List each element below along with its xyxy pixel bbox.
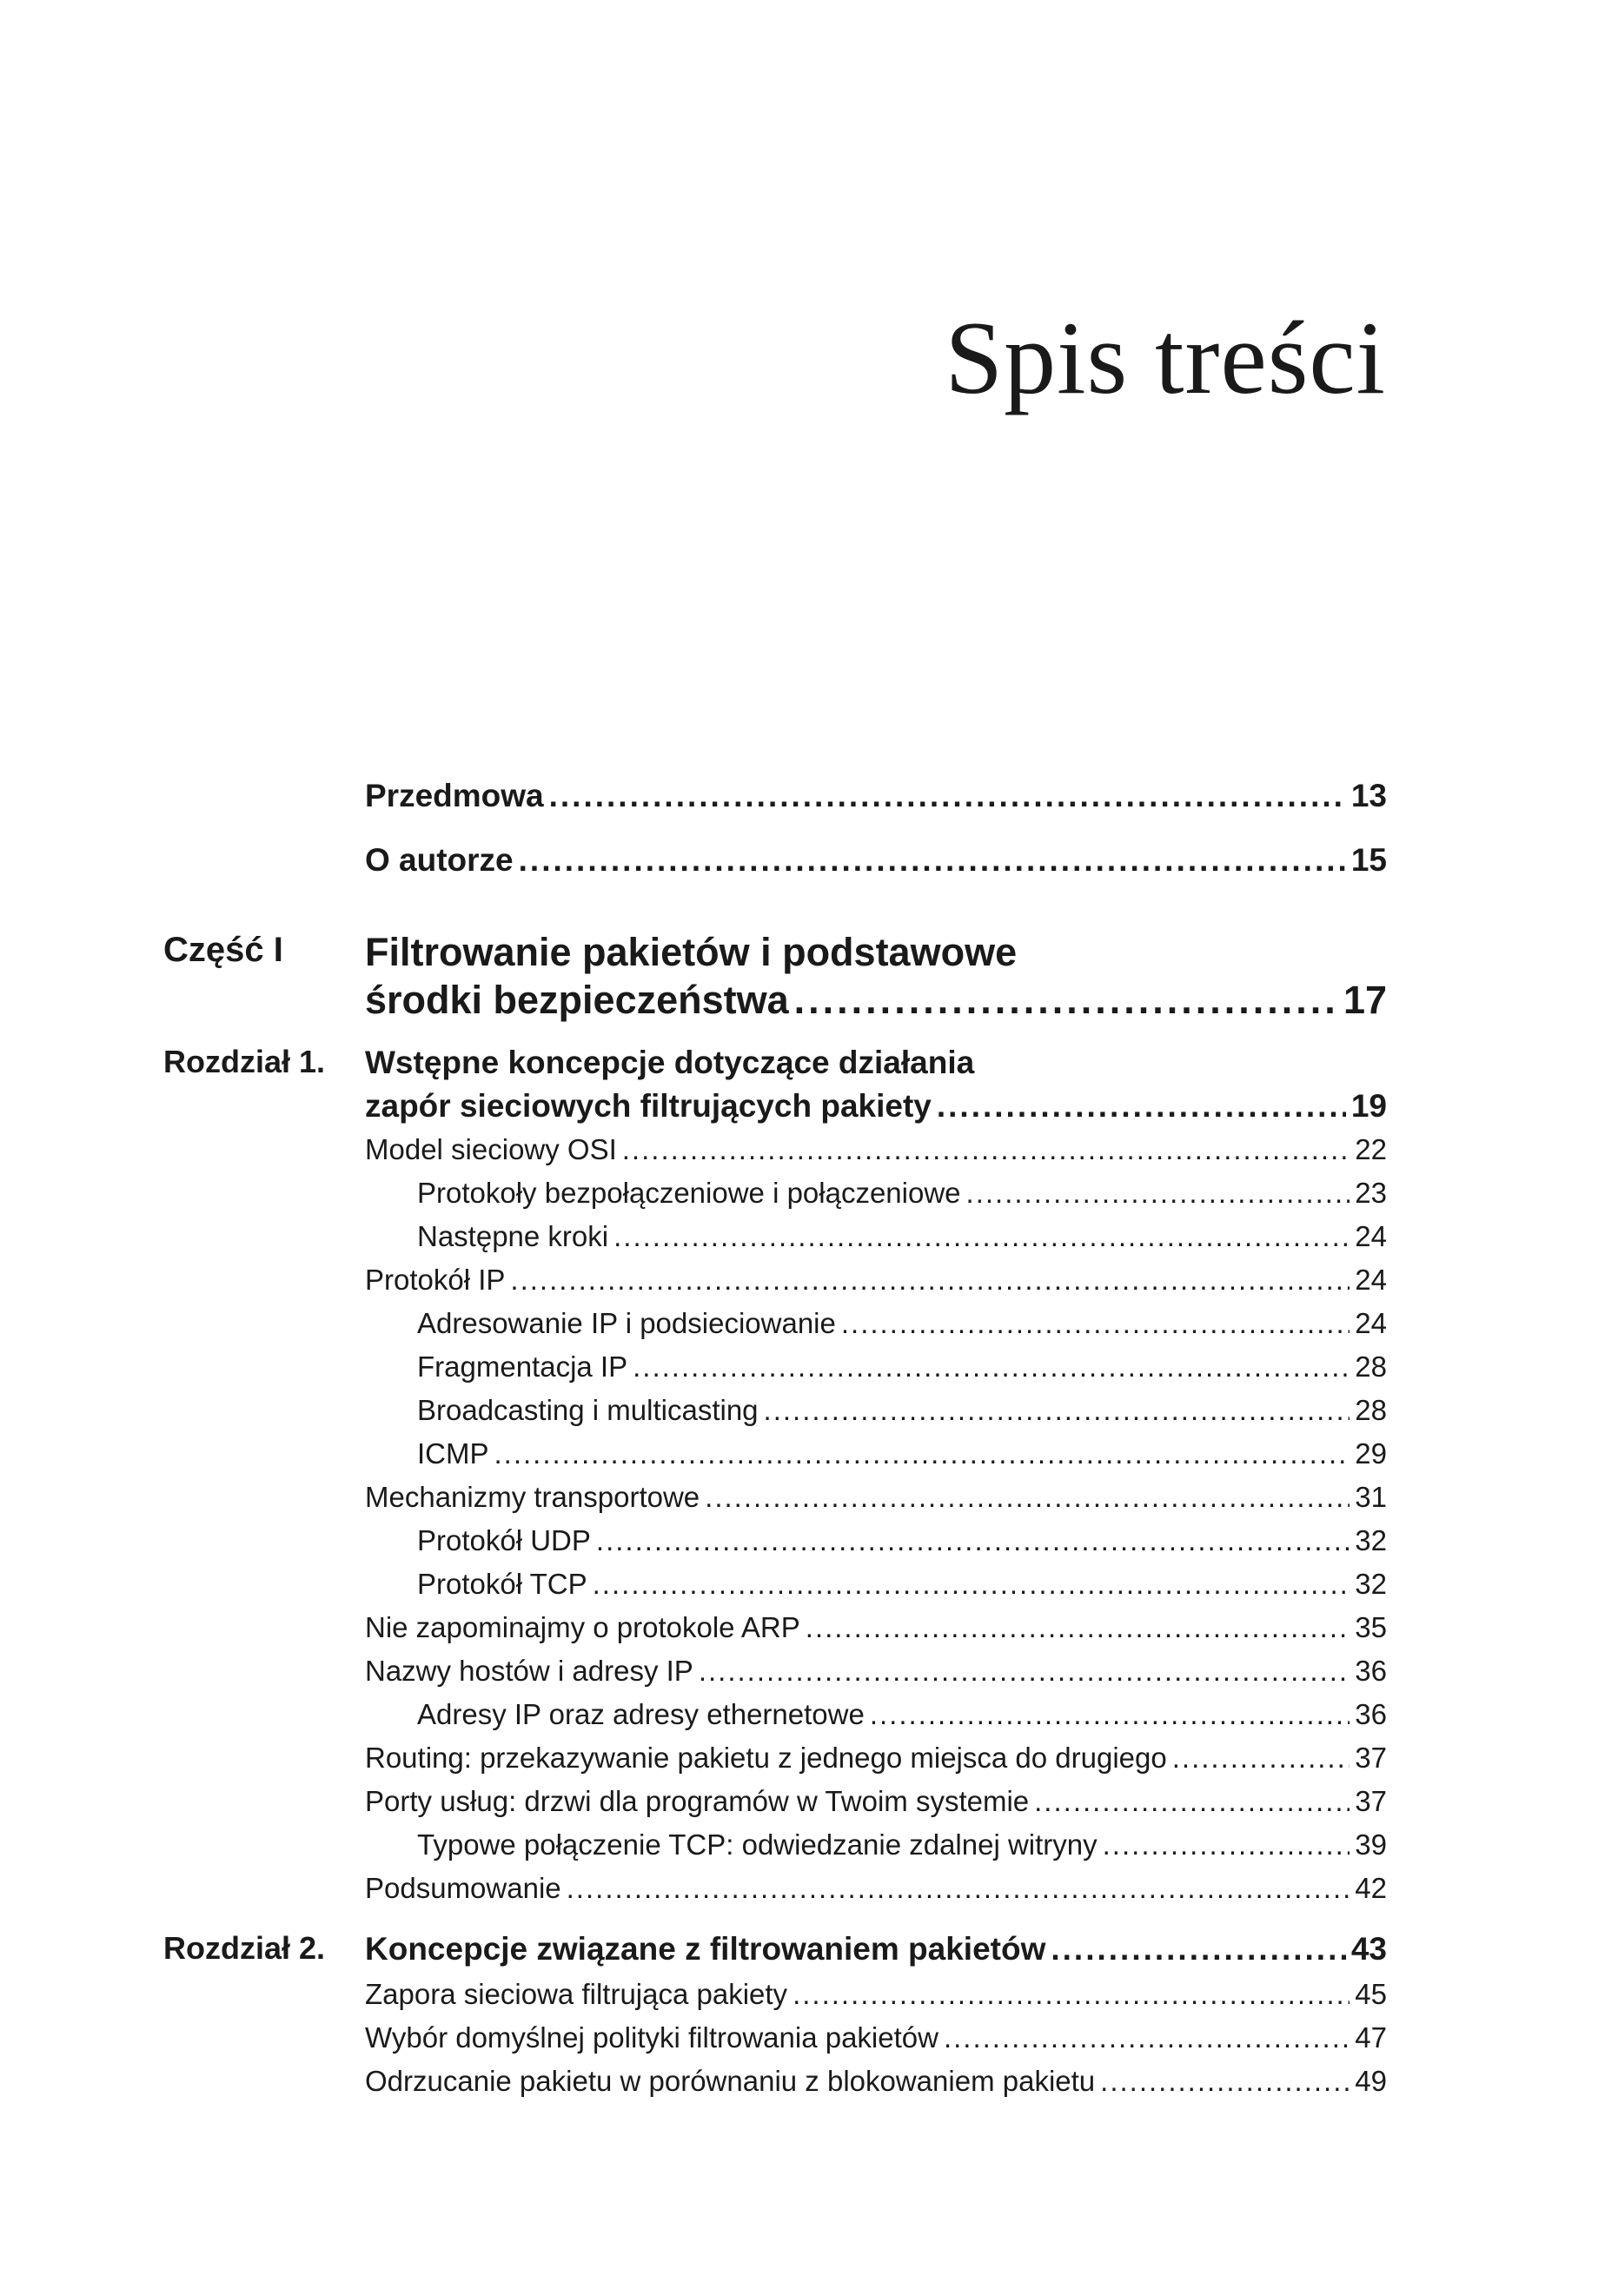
toc-entry-part-1[interactable]: [365, 978, 1387, 1022]
dot-leader: [705, 1483, 1350, 1511]
dot-leader: [633, 1352, 1350, 1381]
toc-entry[interactable]: [365, 1787, 1387, 1815]
dot-leader: [494, 1439, 1350, 1468]
toc-entry-label: Nie zapominajmy o protokole ARP: [365, 1611, 800, 1643]
chapter-title-line-2: zapór sieciowych filtrujących pakiety: [365, 1088, 932, 1124]
toc-entry-label: Typowe połączenie TCP: odwiedzanie zdalnej witryny: [417, 1828, 1098, 1861]
toc-page-number: 42: [1355, 1872, 1387, 1904]
toc-entry-label: Porty usług: drzwi dla programów w Twoim systemie: [365, 1785, 1030, 1817]
toc-page-number: 13: [1350, 778, 1387, 813]
toc-page-number: 37: [1355, 1742, 1387, 1774]
dot-leader: [794, 980, 1338, 1019]
dot-leader: [764, 1396, 1350, 1424]
toc-entry[interactable]: [365, 1265, 1387, 1294]
toc-entry-label: Podsumowanie: [365, 1872, 561, 1904]
toc-entry[interactable]: [365, 2067, 1387, 2095]
toc-entry-label: Broadcasting i multicasting: [417, 1394, 759, 1426]
toc-page-number: 24: [1355, 1307, 1387, 1339]
dot-leader: [806, 1613, 1350, 1642]
toc-entry-przedmowa[interactable]: [365, 780, 1387, 812]
toc-entry-label: Protokoły bezpołączeniowe i połączeniowe: [417, 1177, 961, 1209]
toc-entry[interactable]: [417, 1439, 1387, 1468]
toc-entry[interactable]: [365, 1743, 1387, 1772]
chapter-label: Rozdział 2.: [163, 1930, 326, 1966]
dot-leader: [510, 1265, 1350, 1294]
toc-entry-label: Następne kroki: [417, 1220, 609, 1252]
toc-page-number: 24: [1355, 1220, 1387, 1252]
toc-page-number: 23: [1355, 1177, 1387, 1209]
toc-page-number: 22: [1355, 1133, 1387, 1165]
toc-entry-label: Wybór domyślnej polityki filtrowania pakietów: [365, 2021, 938, 2054]
toc-page-number: 39: [1355, 1828, 1387, 1861]
dot-leader: [1100, 2067, 1350, 2095]
part-title-line-2: środki bezpieczeństwa: [365, 978, 789, 1022]
toc-entry[interactable]: [365, 2023, 1387, 2052]
dot-leader: [699, 1656, 1350, 1685]
toc-entry[interactable]: [417, 1700, 1387, 1729]
dot-leader: [793, 1980, 1350, 2008]
toc-entry-label: Routing: przekazywanie pakietu z jednego miejsca do drugiego: [365, 1742, 1167, 1774]
toc-page-number: 19: [1350, 1088, 1387, 1124]
dot-leader: [841, 1309, 1350, 1337]
toc-entry[interactable]: [365, 1613, 1387, 1642]
toc-entry[interactable]: [417, 1396, 1387, 1424]
toc-entry-label: Adresowanie IP i podsieciowanie: [417, 1307, 836, 1339]
toc-entry-label: Model sieciowy OSI: [365, 1133, 617, 1165]
toc-entry-label: Zapora sieciowa filtrująca pakiety: [365, 1978, 788, 2010]
toc-page-number: 28: [1355, 1350, 1387, 1383]
toc-page-number: 36: [1355, 1698, 1387, 1730]
chapter-title-line-1[interactable]: Wstępne koncepcje dotyczące działania: [365, 1045, 975, 1080]
dot-leader: [549, 780, 1346, 812]
dot-leader: [596, 1526, 1350, 1555]
toc-entry-chapter-1[interactable]: [365, 1090, 1387, 1122]
dot-leader: [613, 1222, 1350, 1251]
toc-page-number: 15: [1350, 842, 1387, 878]
toc-page-number: 49: [1355, 2065, 1387, 2097]
toc-page-number: 29: [1355, 1437, 1387, 1470]
dot-leader: [519, 844, 1346, 876]
part-title-line-1[interactable]: Filtrowanie pakietów i podstawowe: [365, 930, 1018, 974]
dot-leader: [966, 1178, 1350, 1207]
toc-entry-label: Protokół UDP: [417, 1524, 591, 1556]
toc-entry[interactable]: [365, 1135, 1387, 1164]
toc-entry[interactable]: [365, 1483, 1387, 1511]
chapter-label: Rozdział 1.: [163, 1044, 326, 1079]
toc-page-number: 28: [1355, 1394, 1387, 1426]
dot-leader: [1034, 1787, 1350, 1815]
dot-leader: [937, 1090, 1346, 1122]
toc-entry-label: O autorze: [365, 842, 514, 878]
toc-page-number: 36: [1355, 1655, 1387, 1687]
toc-entry[interactable]: [417, 1569, 1387, 1598]
toc-entry[interactable]: [417, 1526, 1387, 1555]
toc-page-number: 37: [1355, 1785, 1387, 1817]
toc-entry[interactable]: [365, 1656, 1387, 1685]
dot-leader: [593, 1569, 1350, 1598]
toc-entry[interactable]: [417, 1222, 1387, 1251]
toc-entry-label: Protokół IP: [365, 1264, 506, 1296]
dot-leader: [622, 1135, 1350, 1164]
toc-entry[interactable]: [417, 1830, 1387, 1859]
chapter-title: Koncepcje związane z filtrowaniem pakietów: [365, 1931, 1046, 1967]
toc-page-number: 17: [1343, 978, 1387, 1022]
page-title: Spis treści: [945, 300, 1386, 415]
toc-entry[interactable]: [365, 1980, 1387, 2008]
toc-entry-label: Przedmowa: [365, 778, 544, 813]
toc-entry-label: Adresy IP oraz adresy ethernetowe: [417, 1698, 865, 1730]
dot-leader: [944, 2023, 1350, 2052]
toc-entry[interactable]: [417, 1178, 1387, 1207]
toc-entry-o-autorze[interactable]: [365, 844, 1387, 876]
toc-page-number: 24: [1355, 1264, 1387, 1296]
toc-entry-label: Odrzucanie pakietu w porównaniu z blokowaniem pakietu: [365, 2065, 1096, 2097]
toc-page-number: 45: [1355, 1978, 1387, 2010]
toc-page-number: 31: [1355, 1481, 1387, 1513]
toc-page-number: 47: [1355, 2021, 1387, 2054]
part-label: Część I: [163, 931, 283, 969]
dot-leader: [870, 1700, 1350, 1729]
toc-page-number: 35: [1355, 1611, 1387, 1643]
toc-entry-label: ICMP: [417, 1437, 489, 1470]
toc-page-number: 32: [1355, 1524, 1387, 1556]
toc-entry-label: Fragmentacja IP: [417, 1350, 628, 1383]
toc-entry-label: Protokół TCP: [417, 1568, 587, 1600]
toc-entry-label: Mechanizmy transportowe: [365, 1481, 700, 1513]
toc-entry-label: Nazwy hostów i adresy IP: [365, 1655, 693, 1687]
toc-entry-chapter-2[interactable]: [365, 1933, 1387, 1965]
toc-page-number: 43: [1350, 1931, 1387, 1967]
dot-leader: [1172, 1743, 1350, 1772]
dot-leader: [1051, 1933, 1345, 1965]
dot-leader: [567, 1874, 1350, 1902]
toc-entry[interactable]: [365, 1874, 1387, 1902]
dot-leader: [1103, 1830, 1350, 1859]
toc-page-number: 32: [1355, 1568, 1387, 1600]
toc-entry[interactable]: [417, 1352, 1387, 1381]
toc-entry[interactable]: [417, 1309, 1387, 1337]
